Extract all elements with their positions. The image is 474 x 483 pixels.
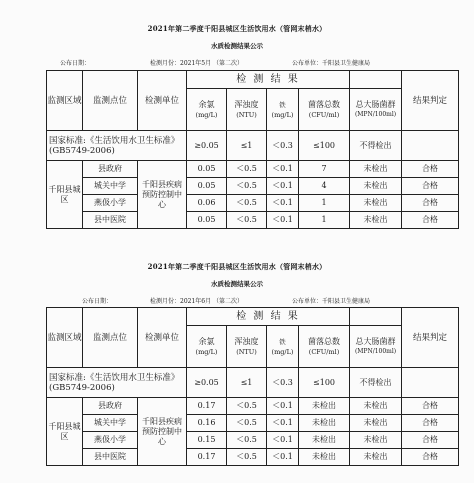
row-coliform: 未检出 — [350, 415, 402, 432]
standard-coliform: 不得检出 — [350, 368, 402, 398]
report-title: 2021年第二季度千阳县城区生活饮用水（管网末梢水） — [147, 24, 327, 33]
row-chlorine: 0.05 — [187, 161, 227, 178]
row-chlorine: 0.15 — [187, 432, 227, 449]
row-turbidity: ＜0.5 — [227, 415, 267, 432]
test-unit: 千阳县疾病预防控制中心 — [138, 398, 187, 466]
standard-iron: ＜0.3 — [267, 131, 299, 161]
standard-turbidity: ≤1 — [227, 131, 267, 161]
report-subtitle: 水质检测结果公示 — [211, 280, 263, 288]
header-turbidity: 浑浊度 (NTU) — [227, 89, 267, 131]
row-judgment: 合格 — [402, 195, 459, 212]
row-turbidity: ＜0.5 — [227, 398, 267, 415]
publish-date-label: 公布日期： — [60, 60, 91, 67]
report-title: 2021年第二季度千阳县城区生活饮用水（管网末梢水） — [147, 262, 327, 271]
header-point: 监测点位 — [83, 71, 138, 131]
row-point: 县政府 — [83, 398, 138, 415]
row-point: 县中医院 — [83, 212, 138, 229]
header-coliform-top — [350, 71, 402, 89]
header-iron: 铁 (mg/L) — [267, 89, 299, 131]
area-name: 千阳县城区 — [47, 398, 83, 466]
row-chlorine: 0.05 — [187, 178, 227, 195]
header-coliform: 总大肠菌群 (MPN/100ml) — [350, 89, 402, 131]
standard-label: 国家标准:《生活饮用水卫生标准》(GB5749-2006) — [47, 368, 187, 398]
row-judgment: 合格 — [402, 432, 459, 449]
table-row — [47, 398, 459, 415]
table-row — [47, 178, 459, 195]
area-name: 千阳县城区 — [47, 161, 83, 229]
test-month: 检测月份：2021年6月 （第二次） — [150, 298, 243, 305]
row-point: 城关中学 — [83, 178, 138, 195]
header-chlorine: 余氯 (mg/L) — [187, 326, 227, 368]
header-chlorine: 余氯 (mg/L) — [187, 89, 227, 131]
row-bacteria: 1 — [299, 212, 350, 229]
row-chlorine: 0.05 — [187, 212, 227, 229]
standard-bacteria: ≤100 — [299, 131, 350, 161]
row-bacteria: 未检出 — [299, 415, 350, 432]
row-judgment: 合格 — [402, 178, 459, 195]
table-row — [47, 212, 459, 229]
row-bacteria: 未检出 — [299, 432, 350, 449]
row-point: 城关中学 — [83, 415, 138, 432]
standard-turbidity: ≤1 — [227, 368, 267, 398]
standard-judgment — [402, 131, 459, 161]
row-chlorine: 0.17 — [187, 449, 227, 466]
row-iron: ＜0.1 — [267, 398, 299, 415]
header-point: 监测点位 — [83, 308, 138, 368]
header-turbidity: 浑浊度 (NTU) — [227, 326, 267, 368]
row-coliform: 未检出 — [350, 178, 402, 195]
row-bacteria: 未检出 — [299, 449, 350, 466]
standard-label: 国家标准:《生活饮用水卫生标准》(GB5749-2006) — [47, 131, 187, 161]
row-iron: ＜0.1 — [267, 161, 299, 178]
header-judgment: 结果判定 — [402, 308, 459, 368]
row-point: 县政府 — [83, 161, 138, 178]
row-bacteria: 1 — [299, 195, 350, 212]
standard-chlorine: ≥0.05 — [187, 368, 227, 398]
row-chlorine: 0.17 — [187, 398, 227, 415]
row-coliform: 未检出 — [350, 432, 402, 449]
row-judgment: 合格 — [402, 161, 459, 178]
header-area: 监测区域 — [47, 308, 83, 368]
row-point: 县中医院 — [83, 449, 138, 466]
row-bacteria: 4 — [299, 178, 350, 195]
publisher: 公布单位：千阳县卫生健康局 — [292, 298, 371, 305]
results-table — [46, 307, 459, 466]
results-table — [46, 70, 459, 229]
test-month: 检测月份：2021年5月 （第二次） — [150, 60, 243, 67]
row-coliform: 未检出 — [350, 212, 402, 229]
row-point: 燕伋小学 — [83, 195, 138, 212]
row-bacteria: 7 — [299, 161, 350, 178]
row-point: 燕伋小学 — [83, 432, 138, 449]
header-results: 检 测 结 果 — [187, 71, 350, 89]
row-judgment: 合格 — [402, 415, 459, 432]
row-iron: ＜0.1 — [267, 449, 299, 466]
header-iron: 铁 (mg/L) — [267, 326, 299, 368]
row-iron: ＜0.1 — [267, 415, 299, 432]
header-judgment: 结果判定 — [402, 71, 459, 131]
row-iron: ＜0.1 — [267, 432, 299, 449]
row-judgment: 合格 — [402, 212, 459, 229]
header-bacteria: 菌落总数 (CFU/ml) — [299, 326, 350, 368]
standard-iron: ＜0.3 — [267, 368, 299, 398]
header-coliform-top — [350, 308, 402, 326]
publisher: 公布单位：千阳县卫生健康局 — [292, 60, 371, 67]
row-iron: ＜0.1 — [267, 178, 299, 195]
row-coliform: 未检出 — [350, 398, 402, 415]
row-judgment: 合格 — [402, 398, 459, 415]
row-turbidity: ＜0.5 — [227, 195, 267, 212]
table-row — [47, 161, 459, 178]
table-row — [47, 449, 459, 466]
row-judgment: 合格 — [402, 449, 459, 466]
row-turbidity: ＜0.5 — [227, 212, 267, 229]
row-chlorine: 0.16 — [187, 415, 227, 432]
header-unit: 检测单位 — [138, 308, 187, 368]
header-unit: 检测单位 — [138, 71, 187, 131]
header-bacteria: 菌落总数 (CFU/ml) — [299, 89, 350, 131]
standard-bacteria: ≤100 — [299, 368, 350, 398]
header-results: 检 测 结 果 — [187, 308, 350, 326]
row-coliform: 未检出 — [350, 195, 402, 212]
test-unit: 千阳县疾病预防控制中心 — [138, 161, 187, 229]
standard-chlorine: ≥0.05 — [187, 131, 227, 161]
row-iron: ＜0.1 — [267, 212, 299, 229]
standard-coliform: 不得检出 — [350, 131, 402, 161]
row-coliform: 未检出 — [350, 161, 402, 178]
row-iron: ＜0.1 — [267, 195, 299, 212]
table-row — [47, 195, 459, 212]
publish-date-label: 公布日期： — [82, 298, 113, 305]
header-coliform: 总大肠菌群 (MPN/100ml) — [350, 326, 402, 368]
header-area: 监测区域 — [47, 71, 83, 131]
table-row — [47, 432, 459, 449]
row-turbidity: ＜0.5 — [227, 161, 267, 178]
row-turbidity: ＜0.5 — [227, 178, 267, 195]
row-turbidity: ＜0.5 — [227, 432, 267, 449]
row-bacteria: 未检出 — [299, 398, 350, 415]
table-row — [47, 415, 459, 432]
standard-judgment — [402, 368, 459, 398]
row-chlorine: 0.06 — [187, 195, 227, 212]
row-coliform: 未检出 — [350, 449, 402, 466]
row-turbidity: ＜0.5 — [227, 449, 267, 466]
report-subtitle: 水质检测结果公示 — [211, 42, 263, 50]
